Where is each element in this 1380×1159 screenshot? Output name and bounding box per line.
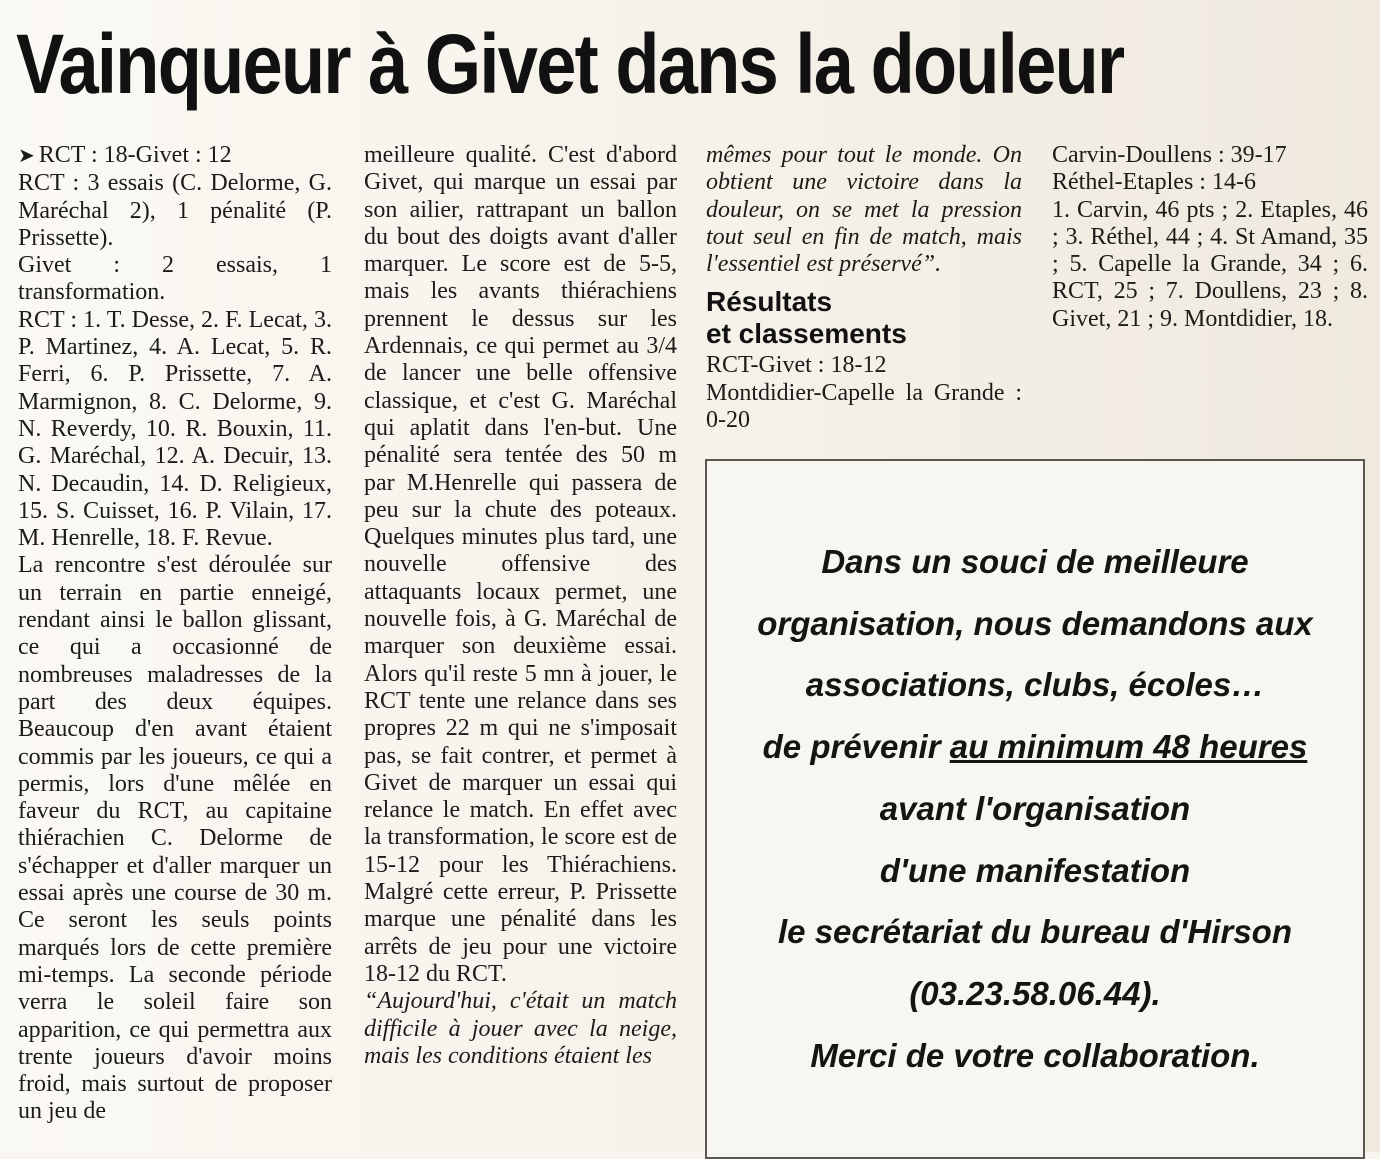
league-standings: 1. Carvin, 46 pts ; 2. Etaples, 46 ; 3. Réthel, 44 ; 4. St Amand, 35 ; 5. Capelle la Grande, 34 ; 6. RCT, 25 ; 7. Doullens, 23 ; 8. Givet, 21 ; 9. Montdidier, 18.	[1052, 196, 1368, 332]
notice-line: Dans un souci de meilleure	[821, 543, 1249, 580]
rct-scorers: RCT : 3 essais (C. Delorme, G. Maréchal 2), 1 pénalité (P. Prissette).	[18, 170, 332, 251]
notice-line: avant l'organisation	[879, 789, 1191, 827]
result-rethel-etaples: Réthel-Etaples : 14-6	[1052, 169, 1256, 196]
result-carvin-doullens: Carvin-Doullens : 39-17	[1052, 142, 1287, 168]
notice-phone: (03.23.58.06.44).	[909, 974, 1161, 1012]
notice-line: le secrétariat du bureau d'Hirson	[778, 913, 1292, 951]
article-column-4	[1052, 142, 1368, 333]
result-montdidier-capelle: Montdidier-Capelle la Grande : 0-20	[706, 379, 1022, 434]
underlined-deadline: au minimum 48 heures	[949, 728, 1308, 766]
coach-quote-start: “Aujourd'hui, c'était un match difficile à jouer avec la neige, mais les conditions étaient les	[364, 988, 677, 1069]
givet-scorers: Givet : 2 essais, 1 transformation.	[18, 252, 332, 306]
notice-text	[707, 531, 1363, 1086]
article-column-3	[706, 142, 1022, 434]
article-column-1	[18, 142, 332, 1126]
notice-line: associations, clubs, écoles…	[805, 666, 1265, 704]
score-line: ➤ RCT : 18-Givet : 12	[18, 142, 232, 168]
results-subheading: Résultats et classements	[706, 286, 907, 350]
arrow-bullet-icon: ➤	[18, 145, 35, 167]
notice-line: d'une manifestation	[879, 851, 1191, 889]
match-report-part-2: meilleure qualité. C'est d'abord Givet, qui marque un essai par son ailier, rattrapant un ballon du bout des doigts avant d'aller marquer. Le score est de 5-5, mais les avants thiérachiens prennent le dessus sur les Ardennais, ce qui permet au 3/4 de lancer une belle offensive classique, et c'est G. Maréchal qui aplatit dans l'en-but. Une pénalité sera tentée des 50 m par M.Henrelle qui passera de peu sur la chute des poteaux. Quelques minutes plus tard, une nouvelle offensive des attaquants locaux permet, une nouvelle fois, à G. Maréchal de marquer son deuxième essai. Alors qu'il reste 5 mn à jouer, le RCT tente une relance dans ses propres 22 m qui ne s'imposait pas, se fait contrer, et permet à Givet de marquer un essai qui relance le match. En effet avec la transformation, le score est de 15-12 pour les Thiérachiens. Malgré cette erreur, P. Prissette marque une pénalité dans les arrêts de jeu pour une victoire 18-12 du RCT.	[364, 142, 677, 987]
article-headline: Vainqueur à Givet dans la douleur	[16, 17, 1124, 111]
coach-quote-end: mêmes pour tout le monde. On obtient une victoire dans la douleur, on se met la pression tout seul en fin de match, mais l'essentiel est préservé”.	[706, 142, 1022, 278]
rct-lineup: RCT : 1. T. Desse, 2. F. Lecat, 3. P. Martinez, 4. A. Lecat, 5. R. Ferri, 6. P. Prissette, 7. A. Marmignon, 8. C. Delorme, 9. N. Reverdy, 10. R. Bouxin, 11. G. Maréchal, 12. A. Decuir, 13. N. Decaudin, 14. D. Religieux, 15. S. Cuisset, 16. P. Vilain, 17. M. Henrelle, 18. F. Revue.	[18, 306, 332, 552]
notice-line: de prévenir au minimum 48 heures	[762, 728, 1308, 766]
result-rct-givet: RCT-Givet : 18-12	[706, 352, 887, 379]
match-report-part-1: La rencontre s'est déroulée sur un terrain en partie enneigé, rendant ainsi le ballon glissant, ce qui a occasionné de nombreuses maladresses de la part des deux équipes. Beaucoup d'en avant étaient commis par les joueurs, ce qui a permis, lors d'une mêlée en faveur du RCT, au capitaine thiérachien C. Delorme de s'échapper et d'aller marquer un essai après une course de 30 m. Ce seront les seuls points marqués lors de cette première mi-temps. La seconde période verra le soleil faire son apparition, ce qui permettra aux trente joueurs d'avoir moins froid, mais surtout de proposer un jeu de	[18, 552, 332, 1125]
notice-line: Merci de votre collaboration.	[810, 1036, 1260, 1074]
notice-line: organisation, nous demandons aux	[757, 604, 1313, 642]
article-column-2	[364, 142, 677, 1070]
notice-box	[705, 459, 1365, 1159]
